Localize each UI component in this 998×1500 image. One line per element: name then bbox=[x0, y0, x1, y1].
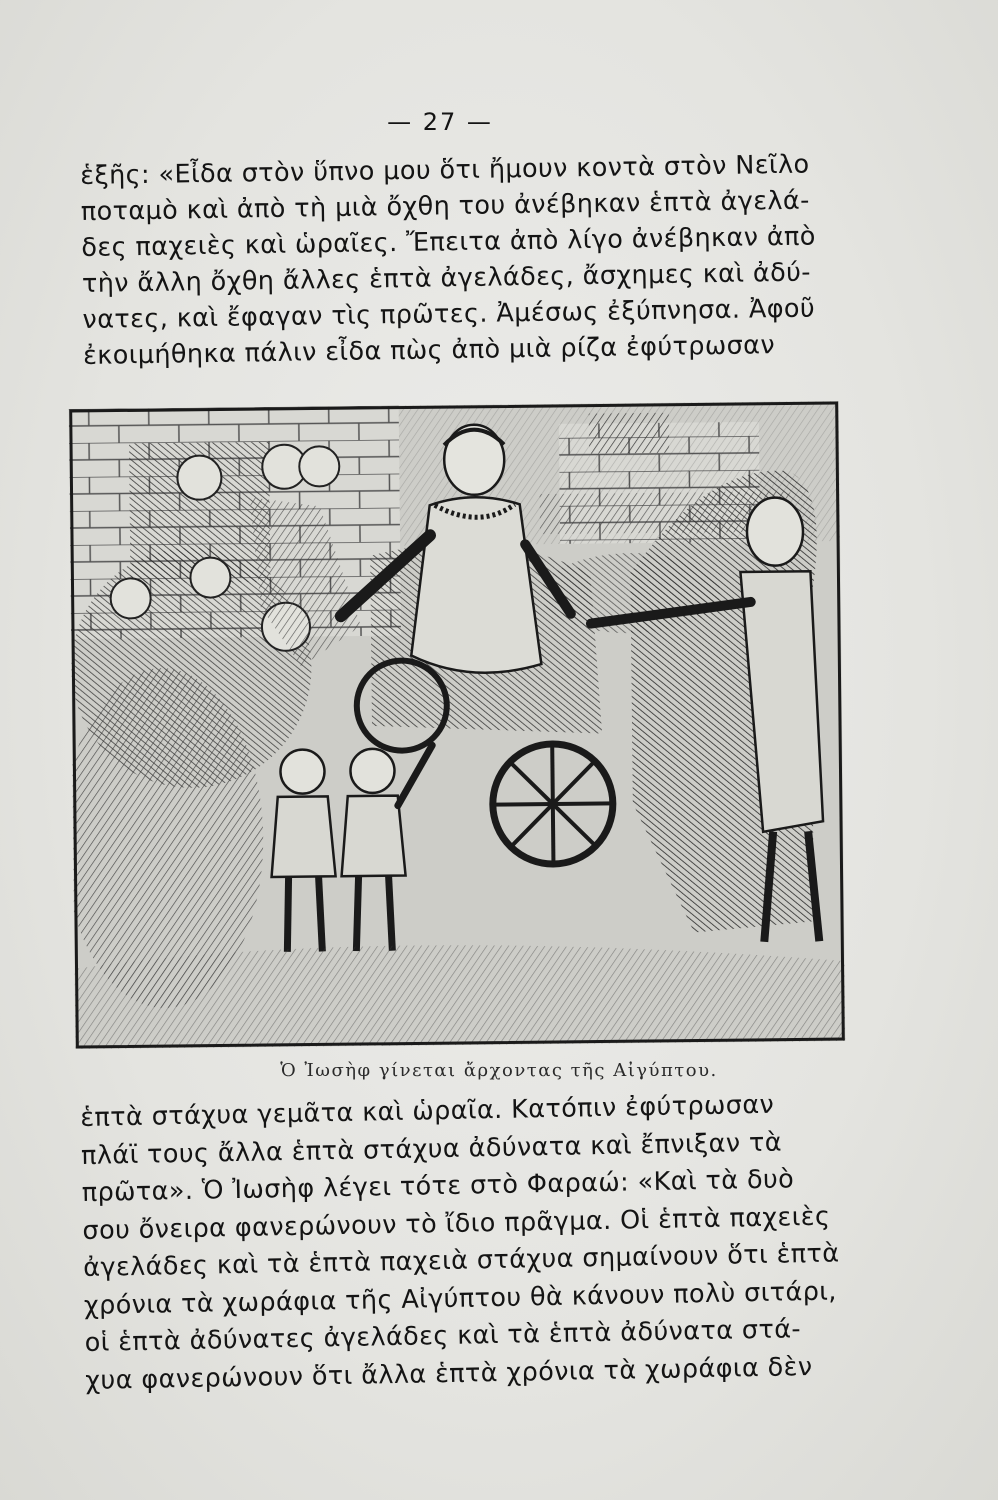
engraving-illustration bbox=[69, 401, 846, 1049]
text-line: ἐκοιμήθηκα πάλιν εἶδα πὼς ἀπὸ μιὰ ρίζα ἐφύτρωσαν bbox=[82, 330, 776, 371]
text-line: ἑξῆς: «Εἶδα στὸν ὕπνο μου ὅτι ἤμουν κοντὰ στὸν Νεῖλο bbox=[80, 149, 810, 191]
text-line: οἱ ἑπτὰ ἀδύνατες ἀγελάδες καὶ τὰ ἑπτὰ ἀδύνατα στά- bbox=[84, 1314, 802, 1358]
text-line: ἑπτὰ στάχυα γεμᾶτα καὶ ὡραῖα. Κατόπιν ἐφύτρωσαν bbox=[80, 1089, 775, 1133]
ground bbox=[74, 941, 845, 1049]
text-line: δες παχειὲς καὶ ὡραῖες. Ἔπειτα ἀπὸ λίγο ἀνέβηκαν ἀπὸ bbox=[81, 221, 817, 263]
text-line: πλάϊ τους ἄλλα ἑπτὰ στάχυα ἀδύνατα καὶ ἔπνιξαν τὰ bbox=[80, 1127, 783, 1171]
top-paragraph bbox=[80, 146, 843, 374]
text-line: χρόνια τὰ χωράφια τῆς Αἰγύπτου θὰ κάνουν πολὺ σιτάρι, bbox=[83, 1276, 838, 1321]
text-line: σου ὄνειρα φανερώνουν τὸ ἴδιο πρᾶγμα. Οἱ ἑπτὰ παχειὲς bbox=[82, 1201, 831, 1246]
page-number: — 27 — bbox=[387, 108, 493, 136]
chariot-scene-drawing bbox=[69, 401, 846, 1049]
text-line: πρῶτα». Ὁ Ἰωσὴφ λέγει τότε στὸ Φαραώ: «Καὶ τὰ δυὸ bbox=[81, 1164, 795, 1208]
text-line: χυα φανερώνουν ὅτι ἄλλα ἑπτὰ χρόνια τὰ χωράφια δὲν bbox=[85, 1351, 813, 1396]
text-line: ποταμὸ καὶ ἀπὸ τὴ μιὰ ὄχθη του ἀνέβηκαν ἑπτὰ ἀγελά- bbox=[80, 185, 810, 227]
text-line: τὴν ἄλλη ὄχθη ἄλλες ἑπτὰ ἀγελάδες, ἄσχημες καὶ ἀδύ- bbox=[81, 257, 812, 299]
text-line: νατες, καὶ ἔφαγαν τὶς πρῶτες. Ἀμέσως ἐξύπνησα. Ἀφοῦ bbox=[82, 293, 816, 335]
text-line: ἀγελάδες καὶ τὰ ἑπτὰ παχειὰ στάχυα σημαίνουν ὅτι ἑπτὰ bbox=[82, 1238, 840, 1283]
bottom-paragraph bbox=[80, 1085, 846, 1400]
figure-caption: Ὁ Ἰωσὴφ γίνεται ἄρχοντας τῆς Αἰγύπτου. bbox=[280, 1060, 718, 1081]
